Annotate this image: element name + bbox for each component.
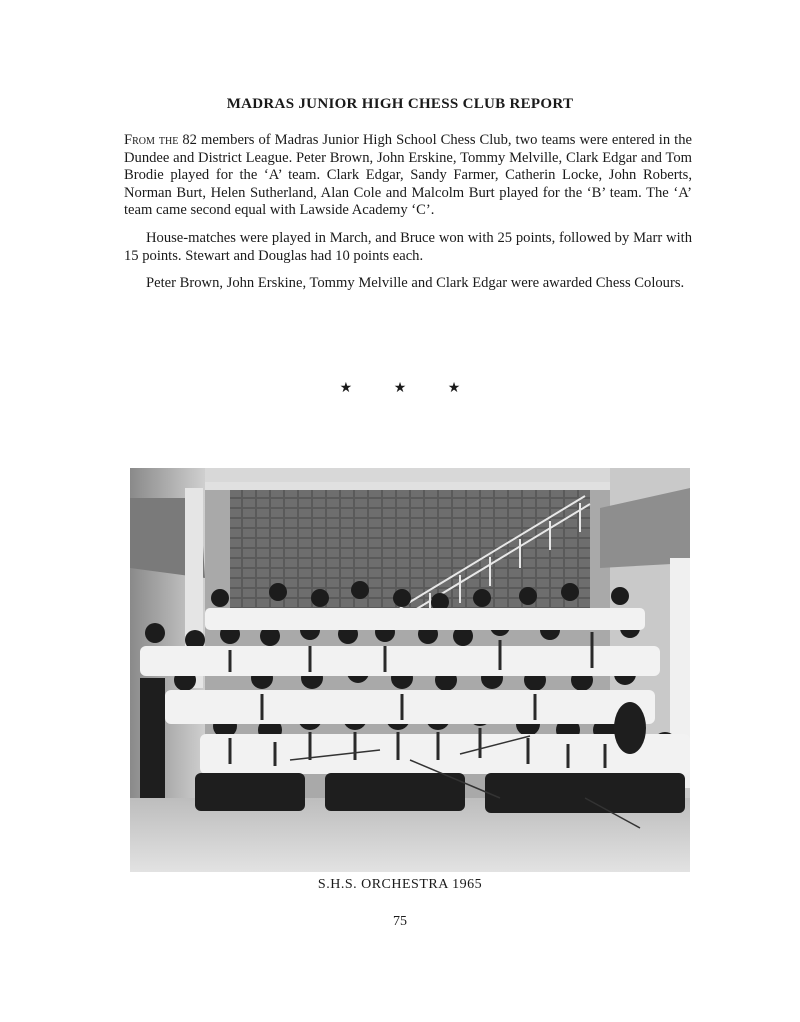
orchestra-photo [130,468,690,872]
orchestra-photo-image [130,468,690,872]
section-divider [0,380,800,397]
page-number: 75 [393,914,407,929]
paragraph-1-text: 82 members of Madras Junior High School Chess Club, two teams were entered in the Dundee and District League. Peter Brown, John Erskine, Tommy Melville, Clark Edgar and Tom Brodie played for the ‘A’ team. Clark Edgar, Sandy Farmer, Catherin Locke, John Roberts, Norman Burt, Helen Sutherland, Alan Cole and Malcolm Burt played for the ‘B’ team. The ‘A’ team came second equal with Lawside Academy ‘C’. [124,132,692,219]
paragraph-1-lead: From the [124,132,179,148]
star-icon: ★ [393,381,407,396]
photo-caption: S.H.S. ORCHESTRA 1965 [317,877,483,892]
paragraph-2: House-matches were played in March, and Bruce won with 25 points, followed by Marr with 15 points. Stewart and Douglas had 10 points each. [124,229,692,264]
star-icon: ★ [447,381,461,396]
report-title: MADRAS JUNIOR HIGH CHESS CLUB REPORT [226,96,574,112]
paragraph-1 [124,132,692,220]
report-body [124,132,692,303]
star-icon: ★ [339,381,353,396]
paragraph-3: Peter Brown, John Erskine, Tommy Melville and Clark Edgar were awarded Chess Colours. [146,275,685,292]
